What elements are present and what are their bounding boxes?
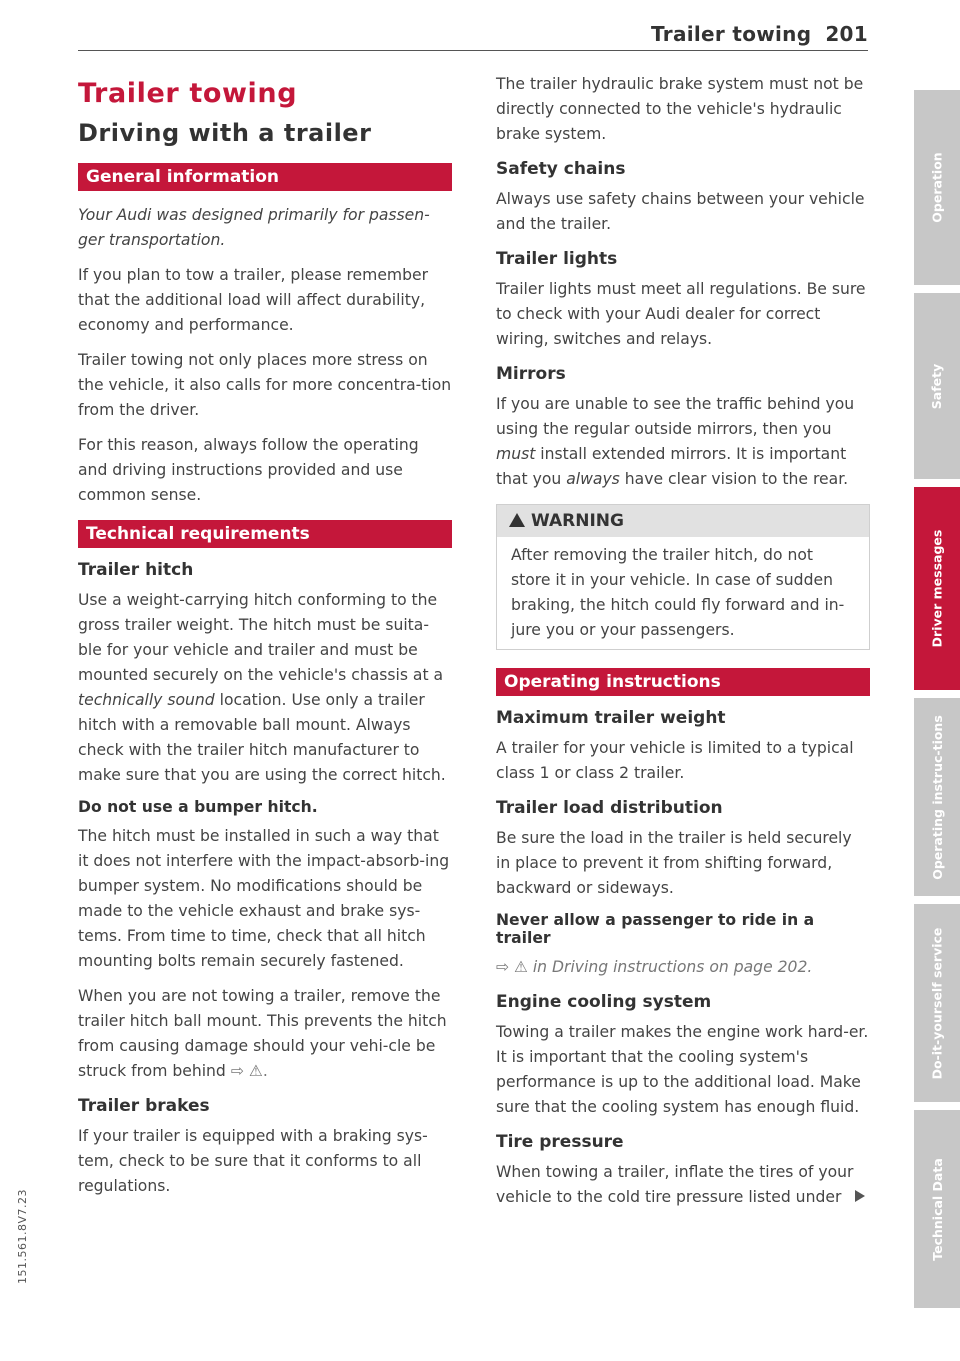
- trailer-lights-heading: Trailer lights: [496, 249, 618, 269]
- engine-cooling-paragraph: Towing a trailer makes the engine work hard-er. It is important that the cooling system's performance is up to the additional load. Make sure that the cooling system has enough fluid.: [496, 1023, 869, 1116]
- driving-instructions-reference: [496, 955, 870, 980]
- warning-header: [497, 505, 869, 537]
- tab-do-it-yourself-label: Do-it-yourself service: [929, 927, 945, 1079]
- warning-text: After removing the trailer hitch, do not store it in your vehicle. In case of sudden braking, the hitch could fly forward and in-jure you or your passengers.: [511, 546, 845, 639]
- header-section: Trailer towing: [651, 22, 812, 46]
- warning-box: [496, 504, 870, 650]
- load-distribution-heading: Trailer load distribution: [496, 798, 723, 818]
- trailer-hitch-paragraph: [78, 588, 452, 788]
- paragraph-load: If you plan to tow a trailer, please remember that the additional load will affect durability, economy and performance.: [78, 266, 429, 334]
- chapter-title: Trailer towing: [78, 78, 298, 109]
- warning-triangle-icon: [509, 513, 525, 527]
- trailer-lights-paragraph: Trailer lights must meet all regulations. Be sure to check with your Audi dealer for correct wiring, switches and relays.: [496, 280, 866, 348]
- running-header: [651, 22, 868, 46]
- section-title: Driving with a trailer: [78, 119, 372, 147]
- mirrors-emphasis-always: always: [566, 470, 620, 488]
- tire-pressure-text: When towing a trailer, inflate the tires of your vehicle to the cold tire pressure listed under: [496, 1163, 854, 1206]
- continue-arrow-icon: [855, 1190, 865, 1202]
- hydraulic-brake-paragraph: The trailer hydraulic brake system must not be directly connected to the vehicle's hydraulic brake system.: [496, 75, 864, 143]
- tab-technical-data-label: Technical Data: [929, 1157, 945, 1261]
- remove-ball-mount-paragraph: [78, 984, 452, 1084]
- tab-technical-data[interactable]: [914, 1110, 960, 1308]
- tab-safety[interactable]: [914, 293, 960, 479]
- paragraph-common-sense: For this reason, always follow the operating and driving instructions provided and use common sense.: [78, 436, 419, 504]
- hitch-text-b: location. Use only a trailer hitch with a removable ball mount. Always check with the trailer hitch manufacturer to make sure that you are using the correct hitch.: [78, 691, 446, 784]
- warning-reference-link[interactable]: ⇨ ⚠.: [230, 1062, 268, 1080]
- tab-operation[interactable]: [914, 90, 960, 285]
- bumper-hitch-heading: Do not use a bumper hitch.: [78, 798, 318, 816]
- header-rule: [78, 50, 868, 51]
- left-column: [78, 72, 452, 1209]
- mirrors-text-b: install extended mirrors. It is important that you: [496, 445, 847, 488]
- hitch-text-emphasis: technically sound: [78, 691, 215, 709]
- mirrors-text-a: If you are unable to see the traffic behind you using the regular outside mirrors, then you: [496, 395, 855, 438]
- mirrors-paragraph: [496, 392, 870, 492]
- mirrors-text-c: have clear vision to the rear.: [624, 470, 849, 488]
- never-allow-passenger-heading: Never allow a passenger to ride in a trailer: [496, 911, 815, 947]
- mirrors-emphasis-must: must: [496, 445, 536, 463]
- general-information-bar: General information: [78, 163, 452, 191]
- intro-paragraph: Your Audi was designed primarily for passen-ger transportation.: [78, 206, 430, 249]
- tab-operating-instructions[interactable]: [914, 698, 960, 896]
- trailer-brakes-paragraph: If your trailer is equipped with a braking sys-tem, check to be sure that it conforms to all regulations.: [78, 1127, 428, 1195]
- tab-operating-instructions-label: Operating instruc-tions: [929, 714, 945, 880]
- driving-instructions-link[interactable]: ⇨ ⚠ in Driving instructions on page 202.: [496, 958, 813, 976]
- page-number: 201: [825, 22, 868, 46]
- tire-pressure-paragraph: [496, 1160, 870, 1210]
- tire-pressure-heading: Tire pressure: [496, 1132, 624, 1152]
- mirrors-heading: Mirrors: [496, 364, 566, 384]
- max-trailer-weight-heading: Maximum trailer weight: [496, 708, 726, 728]
- hitch-text-a: Use a weight-carrying hitch conforming to the gross trailer weight. The hitch must be suita-ble for your vehicle and trailer and must be mounted securely on the vehicle's chassis at a: [78, 591, 444, 684]
- technical-requirements-bar: Technical requirements: [78, 520, 452, 548]
- trailer-hitch-heading: Trailer hitch: [78, 560, 194, 580]
- tab-driver-messages[interactable]: [914, 487, 960, 690]
- max-trailer-weight-paragraph: A trailer for your vehicle is limited to a typical class 1 or class 2 trailer.: [496, 739, 854, 782]
- safety-chains-paragraph: Always use safety chains between your vehicle and the trailer.: [496, 190, 865, 233]
- paragraph-stress: Trailer towing not only places more stress on the vehicle, it also calls for more concentra-tion from the driver.: [78, 351, 452, 419]
- load-distribution-paragraph: Be sure the load in the trailer is held securely in place to prevent it from shifting forward, backward or sideways.: [496, 829, 852, 897]
- tab-safety-label: Safety: [929, 363, 945, 409]
- tab-do-it-yourself-service[interactable]: [914, 904, 960, 1102]
- tab-operation-label: Operation: [929, 152, 945, 223]
- warning-title: WARNING: [531, 511, 624, 531]
- safety-chains-heading: Safety chains: [496, 159, 626, 179]
- operating-instructions-bar: Operating instructions: [496, 668, 870, 696]
- trailer-brakes-heading: Trailer brakes: [78, 1096, 210, 1116]
- right-column: [496, 72, 870, 1220]
- bumper-hitch-paragraph: The hitch must be installed in such a way that it does not interfere with the impact-absorb-ing bumper system. No modifications should be made to the vehicle exhaust and brake sys-tems. From time to time, check that all hitch mounting bolts remain securely fastened.: [78, 827, 450, 970]
- side-code: 151.561.8V7.23: [16, 1189, 29, 1284]
- tab-driver-messages-label: Driver messages: [929, 529, 945, 648]
- remove-text: When you are not towing a trailer, remove the trailer hitch ball mount. This prevents the hitch from causing damage should your vehi-cle be struck from behind: [78, 987, 447, 1080]
- warning-body: [497, 537, 869, 649]
- engine-cooling-heading: Engine cooling system: [496, 992, 712, 1012]
